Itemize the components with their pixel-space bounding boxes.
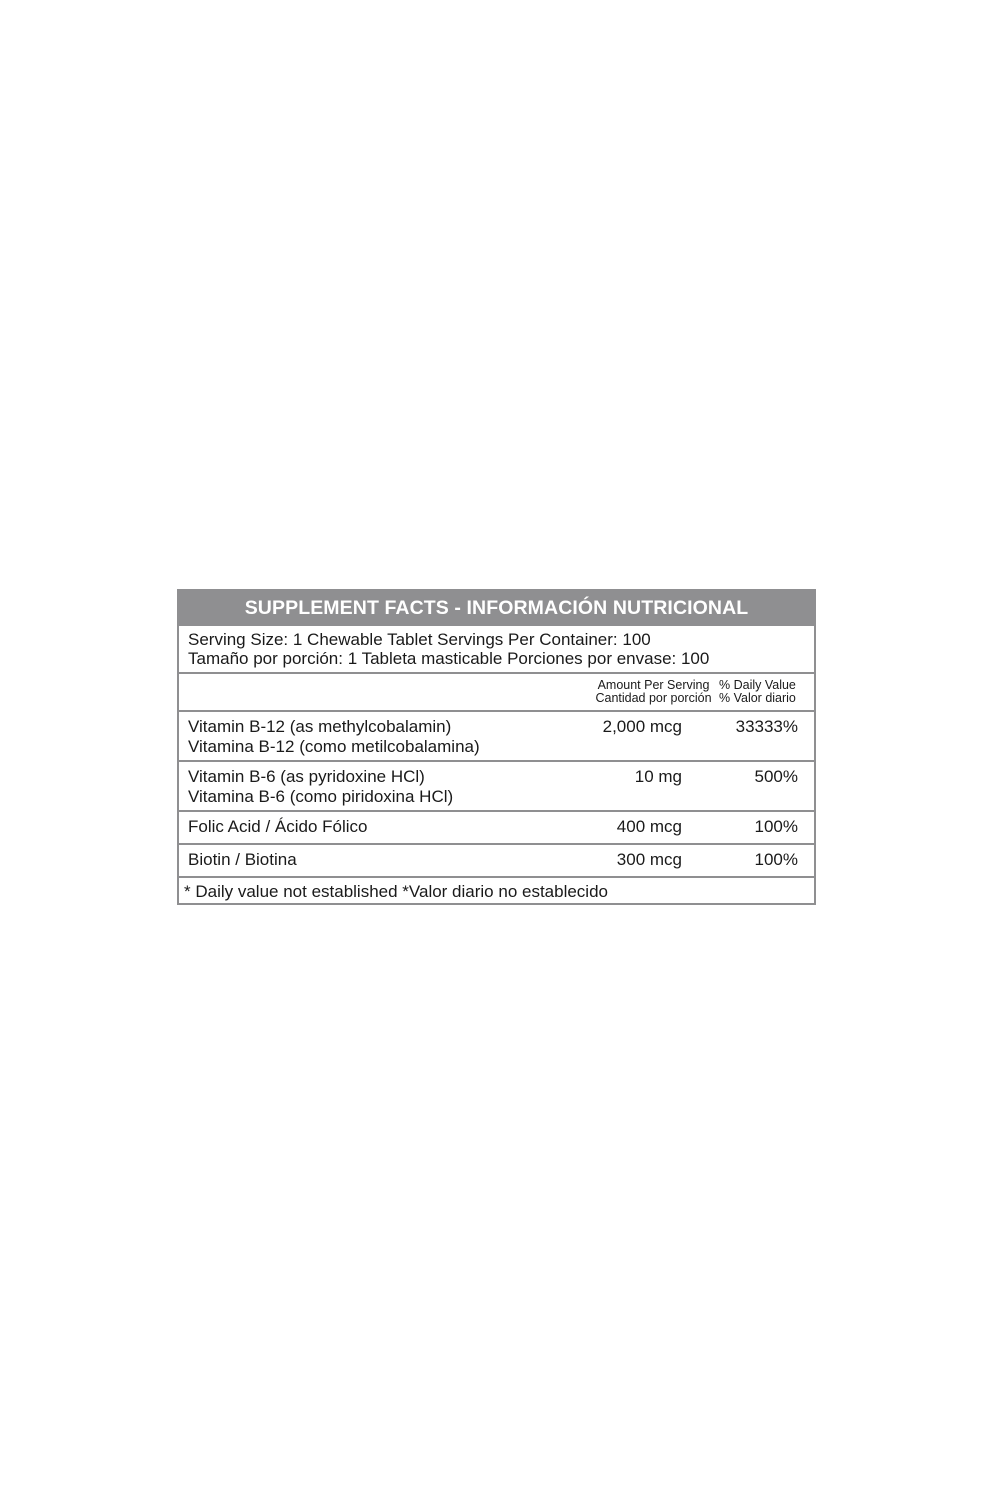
nutrient-name-es: Vitamina B-6 (como piridoxina HCl) (188, 787, 454, 806)
supplement-facts-panel (177, 589, 816, 905)
dv-header-en: % Daily Value (719, 678, 796, 692)
nutrient-name (188, 767, 453, 807)
daily-value-column-header (719, 679, 796, 705)
nutrient-name: Folic Acid / Ácido Fólico (188, 817, 368, 836)
nutrient-daily-value: 100% (754, 850, 798, 869)
nutrient-name-en: Vitamin B-12 (as methylcobalamin) (188, 717, 452, 736)
nutrient-name (188, 717, 480, 757)
column-headers (179, 674, 814, 712)
amount-header-es: Cantidad por porción (595, 691, 712, 705)
footnote: * Daily value not established *Valor diario no establecido (184, 882, 608, 901)
nutrient-name-en: Vitamin B-6 (as pyridoxine HCl) (188, 767, 425, 786)
panel-title: SUPPLEMENT FACTS - INFORMACIÓN NUTRICIONAL (179, 591, 814, 626)
nutrient-amount: 400 mcg (616, 817, 682, 836)
nutrient-name: Biotin / Biotina (188, 850, 297, 869)
nutrient-daily-value: 33333% (735, 717, 798, 736)
nutrient-row-vitamin-b6 (179, 762, 814, 812)
amount-header-en: Amount Per Serving (597, 678, 710, 692)
nutrient-amount: 300 mcg (616, 850, 682, 869)
nutrient-daily-value: 100% (754, 817, 798, 836)
serving-info (179, 626, 814, 674)
serving-size-en: Serving Size: 1 Chewable Tablet Servings Per Container: 100 (188, 630, 651, 649)
nutrient-amount: 2,000 mcg (602, 717, 682, 736)
nutrient-daily-value: 500% (754, 767, 798, 786)
nutrient-row-folic-acid (179, 812, 814, 845)
dv-header-es: % Valor diario (719, 691, 796, 705)
nutrient-name-es: Vitamina B-12 (como metilcobalamina) (188, 737, 480, 756)
nutrient-row-vitamin-b12 (179, 712, 814, 762)
amount-column-header (592, 679, 715, 705)
serving-size-es: Tamaño por porción: 1 Tableta masticable Porciones por envase: 100 (188, 649, 710, 668)
nutrient-amount: 10 mg (634, 767, 682, 786)
nutrient-row-biotin (179, 845, 814, 878)
